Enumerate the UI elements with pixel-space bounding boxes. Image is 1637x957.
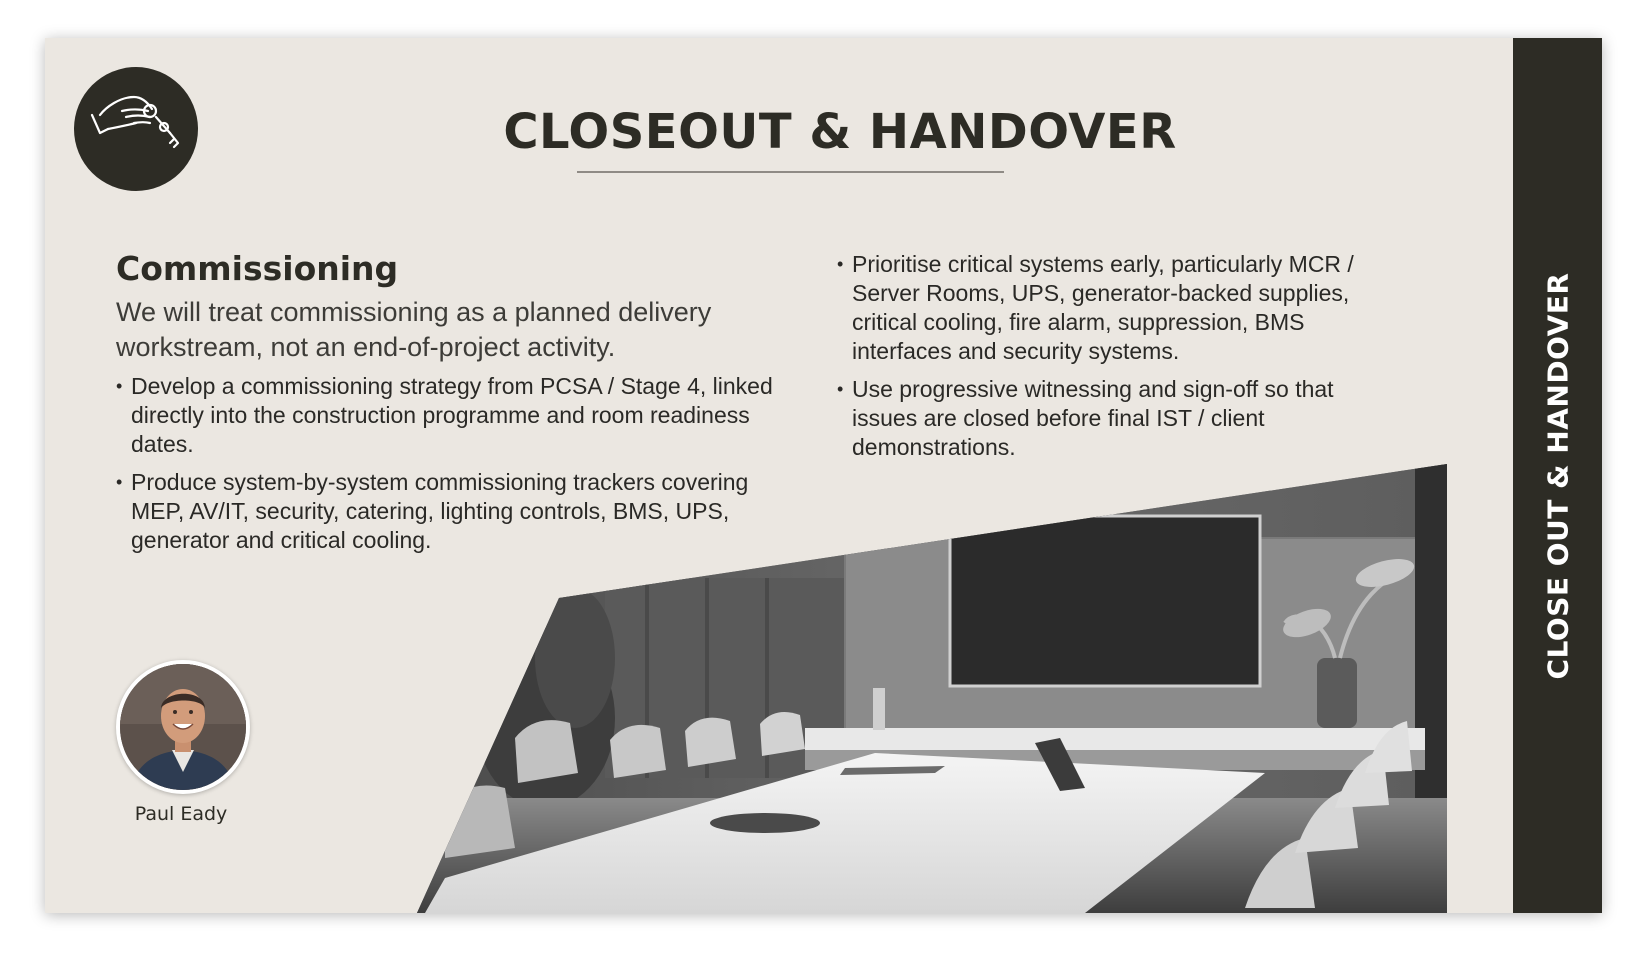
bullet-item: • Use progressive witnessing and sign-off so that issues are closed before final IST / client demonstrations. — [837, 375, 1397, 462]
title-underline — [577, 171, 1004, 173]
section-intro: We will treat commissioning as a planned delivery workstream, not an end-of-project activity. — [116, 297, 712, 362]
slide — [45, 38, 1602, 913]
avatar — [116, 660, 250, 794]
hand-with-keys-icon — [74, 67, 198, 191]
section-heading: Commissioning — [116, 249, 399, 288]
page-title: CLOSEOUT & HANDOVER — [503, 104, 1177, 160]
section-sidebar — [1513, 38, 1602, 913]
bullet-item: • Produce system-by-system commissioning trackers covering MEP, AV/IT, security, catering, lighting controls, BMS, UPS, generator and critical cooling. — [116, 468, 786, 555]
presenter-photo — [120, 664, 246, 790]
bullet-item: • Develop a commissioning strategy from PCSA / Stage 4, linked directly into the construction programme and room readiness dates. — [116, 372, 786, 459]
bullet-item: • Prioritise critical systems early, particularly MCR / Server Rooms, UPS, generator-backed supplies, critical cooling, fire alarm, suppression, BMS interfaces and security systems. — [837, 250, 1397, 366]
bullet-list-right — [837, 250, 1397, 471]
bullet-list-left — [116, 372, 786, 564]
presenter-name: Paul Eady — [134, 803, 228, 825]
sidebar-label: CLOSE OUT & HANDOVER — [1541, 272, 1574, 680]
header-icon-badge — [74, 67, 198, 191]
